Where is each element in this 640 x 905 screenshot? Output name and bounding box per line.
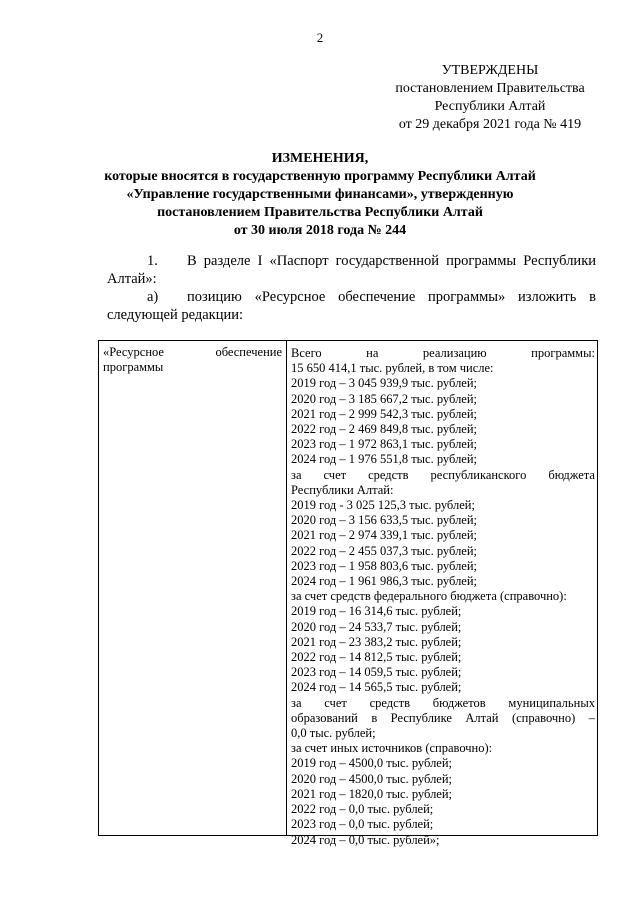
paragraph-2 (107, 288, 596, 324)
year-line: 2023 год – 0,0 тыс. рублей; (291, 817, 434, 832)
paragraph-number: 1. (147, 253, 158, 269)
table-label-cell (99, 341, 287, 835)
year-line: 2021 год – 1820,0 тыс. рублей; (291, 786, 453, 801)
year-line: 2021 год – 2 999 542,3 тыс. рублей; (291, 406, 478, 421)
approved-line: от 29 декабря 2021 года № 419 (398, 117, 582, 132)
other-sources-heading: за счет иных источников (справочно): (291, 741, 493, 756)
year-line: 2020 год – 3 156 633,5 тыс. рублей; (291, 513, 478, 528)
total-amount: 15 650 414,1 тыс. рублей, в том числе: (291, 361, 494, 376)
year-line: 2019 год – 3 045 939,9 тыс. рублей; (291, 376, 478, 391)
federal-budget-heading: за счет средств федерального бюджета (справочно): (291, 589, 567, 604)
document-heading (70, 150, 570, 240)
heading-line: «Управление государственными финансами», утвержденную (126, 187, 514, 202)
municipal-budget-line: за счет средств бюджетов муниципальных (291, 695, 595, 710)
year-line: 2020 год – 3 185 667,2 тыс. рублей; (291, 391, 478, 406)
paragraph-1 (107, 252, 596, 288)
label-word: обеспечение (215, 345, 282, 359)
year-line: 2020 год – 24 533,7 тыс. рублей; (291, 619, 462, 634)
year-line: 2020 год – 4500,0 тыс. рублей; (291, 771, 453, 786)
year-line: 2023 год – 1 972 863,1 тыс. рублей; (291, 437, 478, 452)
year-line: 2021 год – 23 383,2 тыс. рублей; (291, 634, 462, 649)
label-word: «Ресурсное (103, 345, 164, 359)
label-word: программы (103, 360, 164, 374)
republic-budget-line: за счет средств республиканского бюджета (291, 467, 595, 482)
republic-budget-line2: Республики Алтай: (291, 482, 394, 497)
heading-line: которые вносятся в государственную программу Республики Алтай (104, 169, 536, 184)
year-line: 2021 год – 2 974 339,1 тыс. рублей; (291, 528, 478, 543)
year-line: 2024 год – 1 976 551,8 тыс. рублей; (291, 452, 478, 467)
year-line: 2019 год – 4500,0 тыс. рублей; (291, 756, 453, 771)
year-line: 2023 год – 14 059,5 тыс. рублей; (291, 665, 462, 680)
approved-line: Республики Алтай (434, 99, 546, 114)
heading-line: ИЗМЕНЕНИЯ, (271, 151, 369, 166)
year-line: 2024 год – 0,0 тыс. рублей»; (291, 832, 440, 847)
year-line: 2024 год – 1 961 986,3 тыс. рублей; (291, 574, 478, 589)
paragraph-number: а) (147, 289, 159, 305)
page-number: 2 (316, 30, 324, 45)
paragraph-text: В разделе I «Паспорт государственной программы Республики Алтай»: (107, 253, 596, 287)
approved-line: постановлением Правительства (395, 81, 585, 96)
paragraph-text: позицию «Ресурсное обеспечение программы» изложить в следующей редакции: (107, 289, 596, 323)
total-line: Всего на реализацию программы: (291, 346, 595, 360)
year-line: 2022 год – 2 469 849,8 тыс. рублей; (291, 422, 478, 437)
year-line: 2022 год – 2 455 037,3 тыс. рублей; (291, 543, 478, 558)
year-line: 2022 год – 0,0 тыс. рублей; (291, 802, 434, 817)
heading-line: постановлением Правительства Республики Алтай (157, 205, 483, 220)
year-line: 2022 год – 14 812,5 тыс. рублей; (291, 650, 462, 665)
approval-stamp (360, 62, 620, 134)
municipal-budget-line2: образований в Республике Алтай (справочно) – (291, 710, 595, 725)
year-line: 2023 год – 1 958 803,6 тыс. рублей; (291, 558, 478, 573)
year-line: 2019 год - 3 025 125,3 тыс. рублей; (291, 498, 475, 513)
municipal-budget-amount: 0,0 тыс. рублей; (291, 726, 376, 741)
heading-line: от 30 июля 2018 года № 244 (233, 223, 407, 238)
year-line: 2024 год – 14 565,5 тыс. рублей; (291, 680, 462, 695)
year-line: 2019 год – 16 314,6 тыс. рублей; (291, 604, 462, 619)
table-value-cell (287, 341, 599, 847)
resource-table (98, 340, 598, 847)
approved-line: УТВЕРЖДЕНЫ (441, 63, 539, 78)
